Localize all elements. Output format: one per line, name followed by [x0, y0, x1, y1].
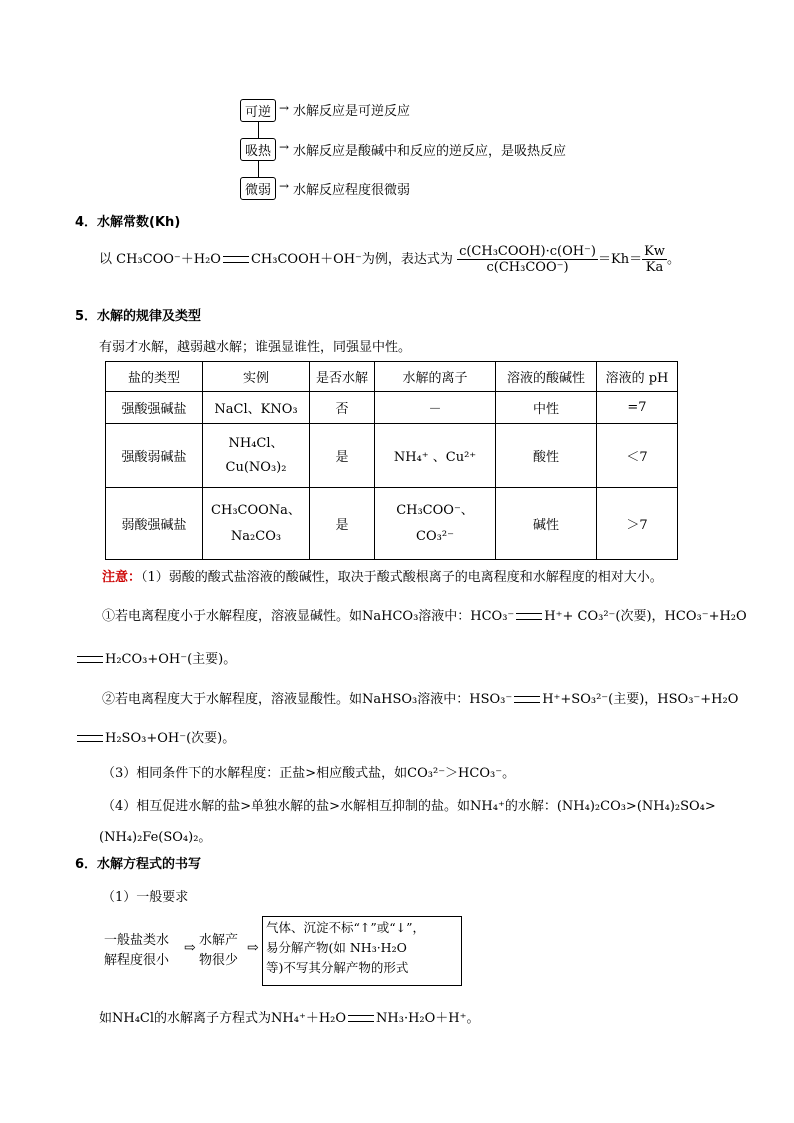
table-cell: NaCl、KNO₃ [203, 392, 310, 424]
equilibrium-arrow-icon [516, 613, 542, 620]
expr-fraction [457, 244, 598, 275]
note-1-text: （1）弱酸的酸式盐溶液的酸碱性，取决于酸式酸根离子的电离程度和水解程度的相对大小。 [141, 570, 663, 585]
flow-step-2: 水解产 物很少 [199, 933, 239, 968]
note-4-cont: (NH₄)₂Fe(SO₄)₂。 [99, 830, 212, 845]
note-1b-part1: ②若电离程度大于水解程度，溶液显酸性。如NaHSO₃溶液中：HSO₃⁻ [102, 692, 513, 707]
note-1b-cont [75, 727, 235, 746]
expr-eq: ＝Kh＝ [598, 252, 643, 267]
hydrolysis-constant-expression [99, 244, 680, 275]
diagram-box-reversible: 可逆 [240, 99, 276, 122]
th-example: 实例 [203, 362, 310, 392]
table-cell: 强酸弱碱盐 [106, 424, 203, 488]
th-ions: 水解的离子 [375, 362, 496, 392]
table-row [106, 488, 678, 560]
section-6-heading: 6．水解方程式的书写 [75, 857, 202, 872]
expr-frac2-num: Kw [644, 244, 665, 259]
table-row [106, 424, 678, 488]
equilibrium-arrow-icon [348, 1015, 374, 1022]
note-1b [102, 688, 738, 707]
section-4-heading: 4．水解常数(Kh) [75, 215, 181, 230]
example-part1: 如NH₄Cl的水解离子方程式为NH₄⁺＋H₂O [99, 1011, 347, 1026]
equilibrium-arrow-icon [77, 735, 103, 742]
expr-end: 。 [666, 252, 680, 267]
note-4: （4）相互促进水解的盐>单独水解的盐>水解相互抑制的盐。如NH₄⁺的水解：(NH₄)₂CO₃>(NH₄)₂SO₄> [102, 799, 716, 814]
expr-frac-num: c(CH₃COOH)·c(OH⁻) [459, 244, 596, 259]
flow-step-1: 一般盐类水 解程度很小 [104, 933, 170, 968]
hollow-arrow-icon: ⇨ [184, 940, 196, 956]
equilibrium-arrow-icon [223, 256, 249, 263]
table-cell: NH₄Cl、 Cu(NO₃)₂ [203, 424, 310, 488]
table-cell: ＜7 [597, 424, 678, 488]
section-5-heading: 5．水解的规律及类型 [75, 309, 202, 324]
note-1a-part1: ①若电离程度小于水解程度，溶液显碱性。如NaHCO₃溶液中：HCO₃⁻ [102, 609, 515, 624]
table-cell: NH₄⁺ 、Cu²⁺ [375, 424, 496, 488]
note-3: （3）相同条件下的水解程度：正盐>相应酸式盐，如CO₃²⁻＞HCO₃⁻。 [102, 766, 516, 781]
diagram-box-weak: 微弱 [240, 177, 276, 200]
note-1a [102, 605, 747, 624]
note-1a-part2: H⁺+ CO₃²⁻(次要)，HCO₃⁻+H₂O [544, 609, 747, 624]
table-cell: － [375, 392, 496, 424]
expr-fraction-2 [642, 244, 667, 275]
equilibrium-arrow-icon [77, 656, 103, 663]
note-1b-part3: H₂SO₃+OH⁻(次要)。 [105, 731, 236, 746]
example-equation [99, 1007, 480, 1026]
table-cell: 弱酸强碱盐 [106, 488, 203, 560]
table-cell: 是 [310, 424, 375, 488]
diagram-desc-weak: 水解反应程度很微弱 [293, 183, 411, 198]
table-cell: 否 [310, 392, 375, 424]
flow-step-3: 气体、沉淀不标“↑”或“↓”， 易分解产物(如 NH₃·H₂O 等)不写其分解产物的形式 [266, 920, 426, 975]
table-header-row [106, 362, 678, 392]
table-cell: 碱性 [496, 488, 597, 560]
hydrolysis-table [105, 361, 678, 560]
diagram-desc-reversible: 水解反应是可逆反应 [293, 104, 411, 119]
arrow-icon: → [279, 140, 290, 154]
example-part2: NH₃·H₂O＋H⁺。 [376, 1011, 480, 1026]
table-row [106, 392, 678, 424]
hydrolysis-rule: 有弱才水解，越弱越水解；谁强显谁性，同强显中性。 [99, 340, 412, 355]
expr-frac-den: c(CH₃COO⁻) [486, 260, 569, 275]
note-1a-cont [75, 648, 236, 667]
diagram-desc-endothermic: 水解反应是酸碱中和反应的逆反应，是吸热反应 [293, 144, 567, 159]
expr-lead: 以 CH₃COO⁻＋H₂O [99, 252, 221, 267]
table-cell: 是 [310, 488, 375, 560]
expr-frac2-den: Ka [645, 260, 664, 275]
table-cell: =7 [597, 392, 678, 424]
table-cell: 酸性 [496, 424, 597, 488]
arrow-icon: → [279, 179, 290, 193]
note-1a-part3: H₂CO₃+OH⁻(主要)。 [105, 652, 237, 667]
table-cell: CH₃COO⁻、 CO₃²⁻ [375, 488, 496, 560]
th-acidity: 溶液的酸碱性 [496, 362, 597, 392]
table-cell: 强酸强碱盐 [106, 392, 203, 424]
table-cell: CH₃COONa、 Na₂CO₃ [203, 488, 310, 560]
section-6-sub1: （1）一般要求 [102, 890, 189, 905]
note-label: 注意： [102, 570, 142, 585]
note-1b-part2: H⁺+SO₃²⁻(主要)，HSO₃⁻+H₂O [542, 692, 739, 707]
th-salt-type: 盐的类型 [106, 362, 203, 392]
diagram-box-endothermic: 吸热 [240, 138, 276, 161]
th-ph: 溶液的 pH [597, 362, 678, 392]
hollow-arrow-icon: ⇨ [247, 940, 259, 956]
table-cell: 中性 [496, 392, 597, 424]
note-1 [102, 566, 663, 585]
equilibrium-arrow-icon [514, 696, 540, 703]
th-hydrolyzes: 是否水解 [310, 362, 375, 392]
arrow-icon: → [279, 101, 290, 115]
expr-mid: CH₃COOH＋OH⁻为例，表达式为 [250, 252, 453, 267]
table-cell: ＞7 [597, 488, 678, 560]
